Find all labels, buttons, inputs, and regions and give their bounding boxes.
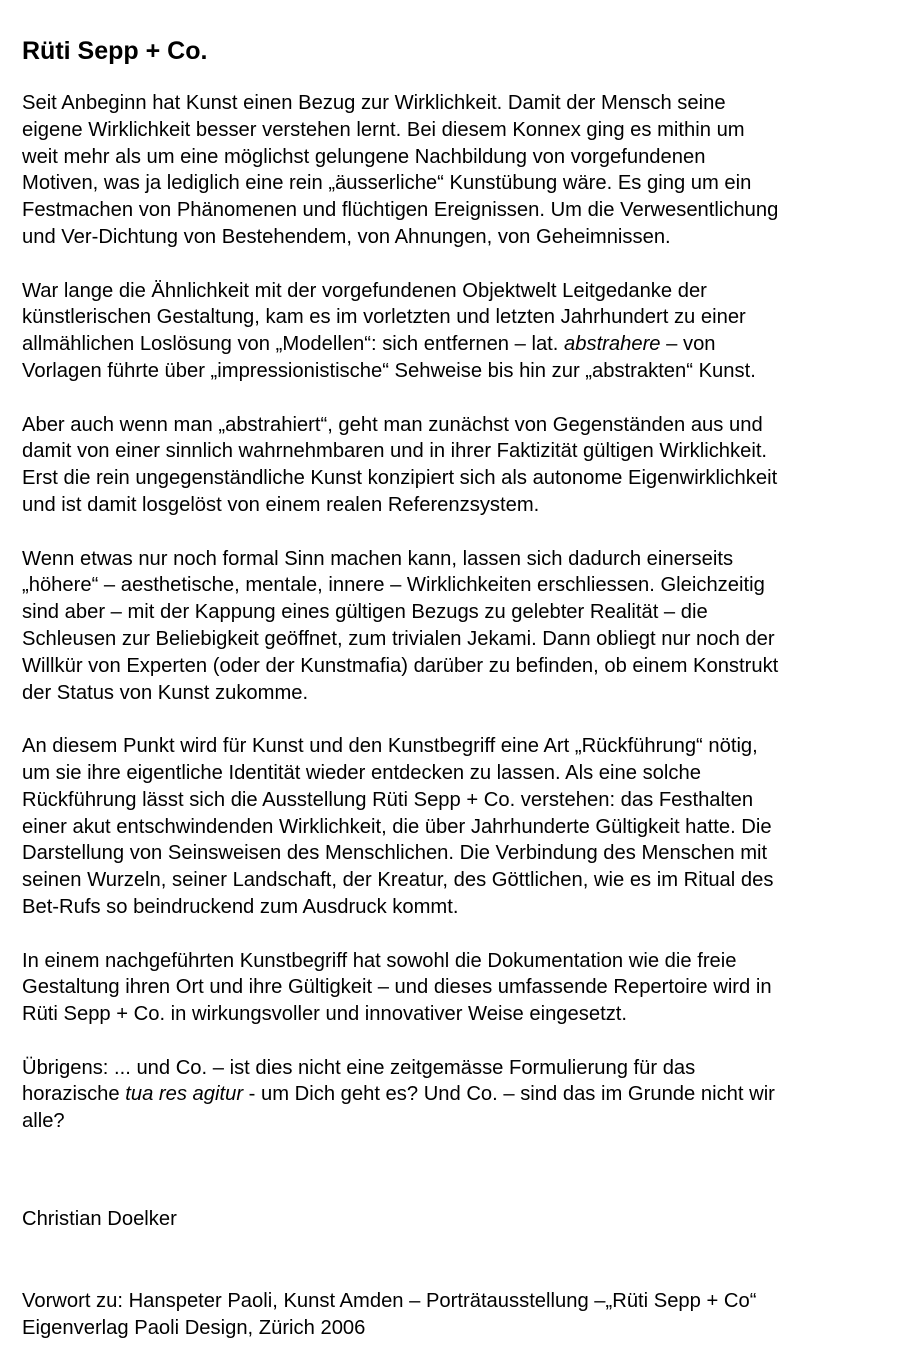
italic-term: tua res agitur <box>125 1083 244 1106</box>
text-line: Schleusen zur Beliebigkeit geöffnet, zum trivialen Jekami. Dann obliegt nur noch der <box>22 627 775 650</box>
text-line: Darstellung von Seinsweisen des Menschlichen. Die Verbindung des Menschen mit <box>22 842 768 865</box>
text-line: eigene Wirklichkeit besser verstehen lernt. Bei diesem Konnex ging es mithin um <box>22 118 745 141</box>
text-line: Seit Anbeginn hat Kunst einen Bezug zur Wirklichkeit. Damit der Mensch seine <box>22 92 726 114</box>
text-line: Willkür von Experten (oder der Kunstmafia) darüber zu befinden, ob einem Konstrukt <box>22 654 779 677</box>
text-line: alle? <box>22 1110 65 1133</box>
text-line: und ist damit losgelöst von einem realen Referenzsystem. <box>22 493 540 516</box>
author-signature: Christian Doelker <box>22 1208 177 1230</box>
text-segment: – von <box>660 333 716 356</box>
citation-line: Vorwort zu: Hanspeter Paoli, Kunst Amden – Porträtausstellung –„Rüti Sepp + Co“ <box>22 1290 757 1312</box>
citation-line: Eigenverlag Paoli Design, Zürich 2006 <box>22 1316 366 1339</box>
text-line: seinen Wurzeln, seiner Landschaft, der Kreatur, des Göttlichen, wie es im Ritual des <box>22 869 774 892</box>
paragraph-4 <box>22 546 907 707</box>
paragraph-6 <box>22 948 907 1028</box>
text-line: Wenn etwas nur noch formal Sinn machen kann, lassen sich dadurch einerseits <box>22 547 734 570</box>
text-line: Aber auch wenn man „abstrahiert“, geht man zunächst von Gegenständen aus und <box>22 413 763 436</box>
text-line: War lange die Ähnlichkeit mit der vorgefundenen Objektwelt Leitgedanke der <box>22 279 707 302</box>
text-segment: - um Dich geht es? Und Co. – sind das im Grunde nicht wir <box>243 1083 775 1106</box>
document-title: Rüti Sepp + Co. <box>22 37 208 65</box>
text-line: Erst die rein ungegenständliche Kunst konzipiert sich als autonome Eigenwirklichkeit <box>22 467 778 490</box>
paragraph-7 <box>22 1055 907 1135</box>
text-line: Vorlagen führte über „impressionistische“ Sehweise bis hin zur „abstrakten“ Kunst. <box>22 359 756 382</box>
text-line: Festmachen von Phänomenen und flüchtigen Ereignissen. Um die Verwesentlichung <box>22 199 779 222</box>
paragraph-3 <box>22 412 907 519</box>
text-line: „höhere“ – aesthetische, mentale, innere – Wirklichkeiten erschliessen. Gleichzeitig <box>22 574 765 597</box>
text-line: Motiven, was ja lediglich eine rein „äusserliche“ Kunstübung wäre. Es ging um ein <box>22 172 752 195</box>
paragraph-1 <box>22 90 907 251</box>
text-segment: horazische <box>22 1083 126 1106</box>
paragraph-5 <box>22 733 907 921</box>
text-line: weit mehr als um eine möglichst gelungene Nachbildung von vorgefundenen <box>22 145 706 168</box>
italic-term: abstrahere <box>564 333 661 356</box>
text-line: Übrigens: ... und Co. – ist dies nicht eine zeitgemässe Formulierung für das <box>22 1056 696 1079</box>
text-line: um sie ihre eigentliche Identität wieder entdecken zu lassen. Als eine solche <box>22 761 701 784</box>
text-line <box>22 331 907 358</box>
text-line: und Ver-Dichtung von Bestehendem, von Ahnungen, von Geheimnissen. <box>22 225 671 248</box>
text-line: einer akut entschwindenden Wirklichkeit, die über Jahrhunderte Gültigkeit hatte. Die <box>22 815 772 838</box>
document-page <box>22 34 907 1162</box>
text-line: damit von einer sinnlich wahrnehmbaren und in ihrer Faktizität gültigen Wirklichkeit. <box>22 440 768 463</box>
text-segment: allmählichen Loslösung von „Modellen“: sich entfernen – lat. <box>22 333 565 356</box>
text-line: künstlerischen Gestaltung, kam es im vorletzten und letzten Jahrhundert zu einer <box>22 306 746 329</box>
text-line <box>22 1081 907 1108</box>
paragraph-2 <box>22 278 907 385</box>
text-line: An diesem Punkt wird für Kunst und den Kunstbegriff eine Art „Rückführung“ nötig, <box>22 735 758 758</box>
text-line: Rüti Sepp + Co. in wirkungsvoller und innovativer Weise eingesetzt. <box>22 1003 628 1026</box>
text-line: Rückführung lässt sich die Ausstellung Rüti Sepp + Co. verstehen: das Festhalten <box>22 788 754 811</box>
text-line: Bet-Rufs so beindruckend zum Ausdruck kommt. <box>22 895 459 918</box>
source-citation <box>22 1288 756 1342</box>
text-line: sind aber – mit der Kappung eines gültigen Bezugs zu gelebter Realität – die <box>22 601 708 624</box>
text-line: der Status von Kunst zukomme. <box>22 681 309 704</box>
text-line: In einem nachgeführten Kunstbegriff hat sowohl die Dokumentation wie die freie <box>22 949 737 972</box>
text-line: Gestaltung ihren Ort und ihre Gültigkeit – und dieses umfassende Repertoire wird in <box>22 976 772 999</box>
